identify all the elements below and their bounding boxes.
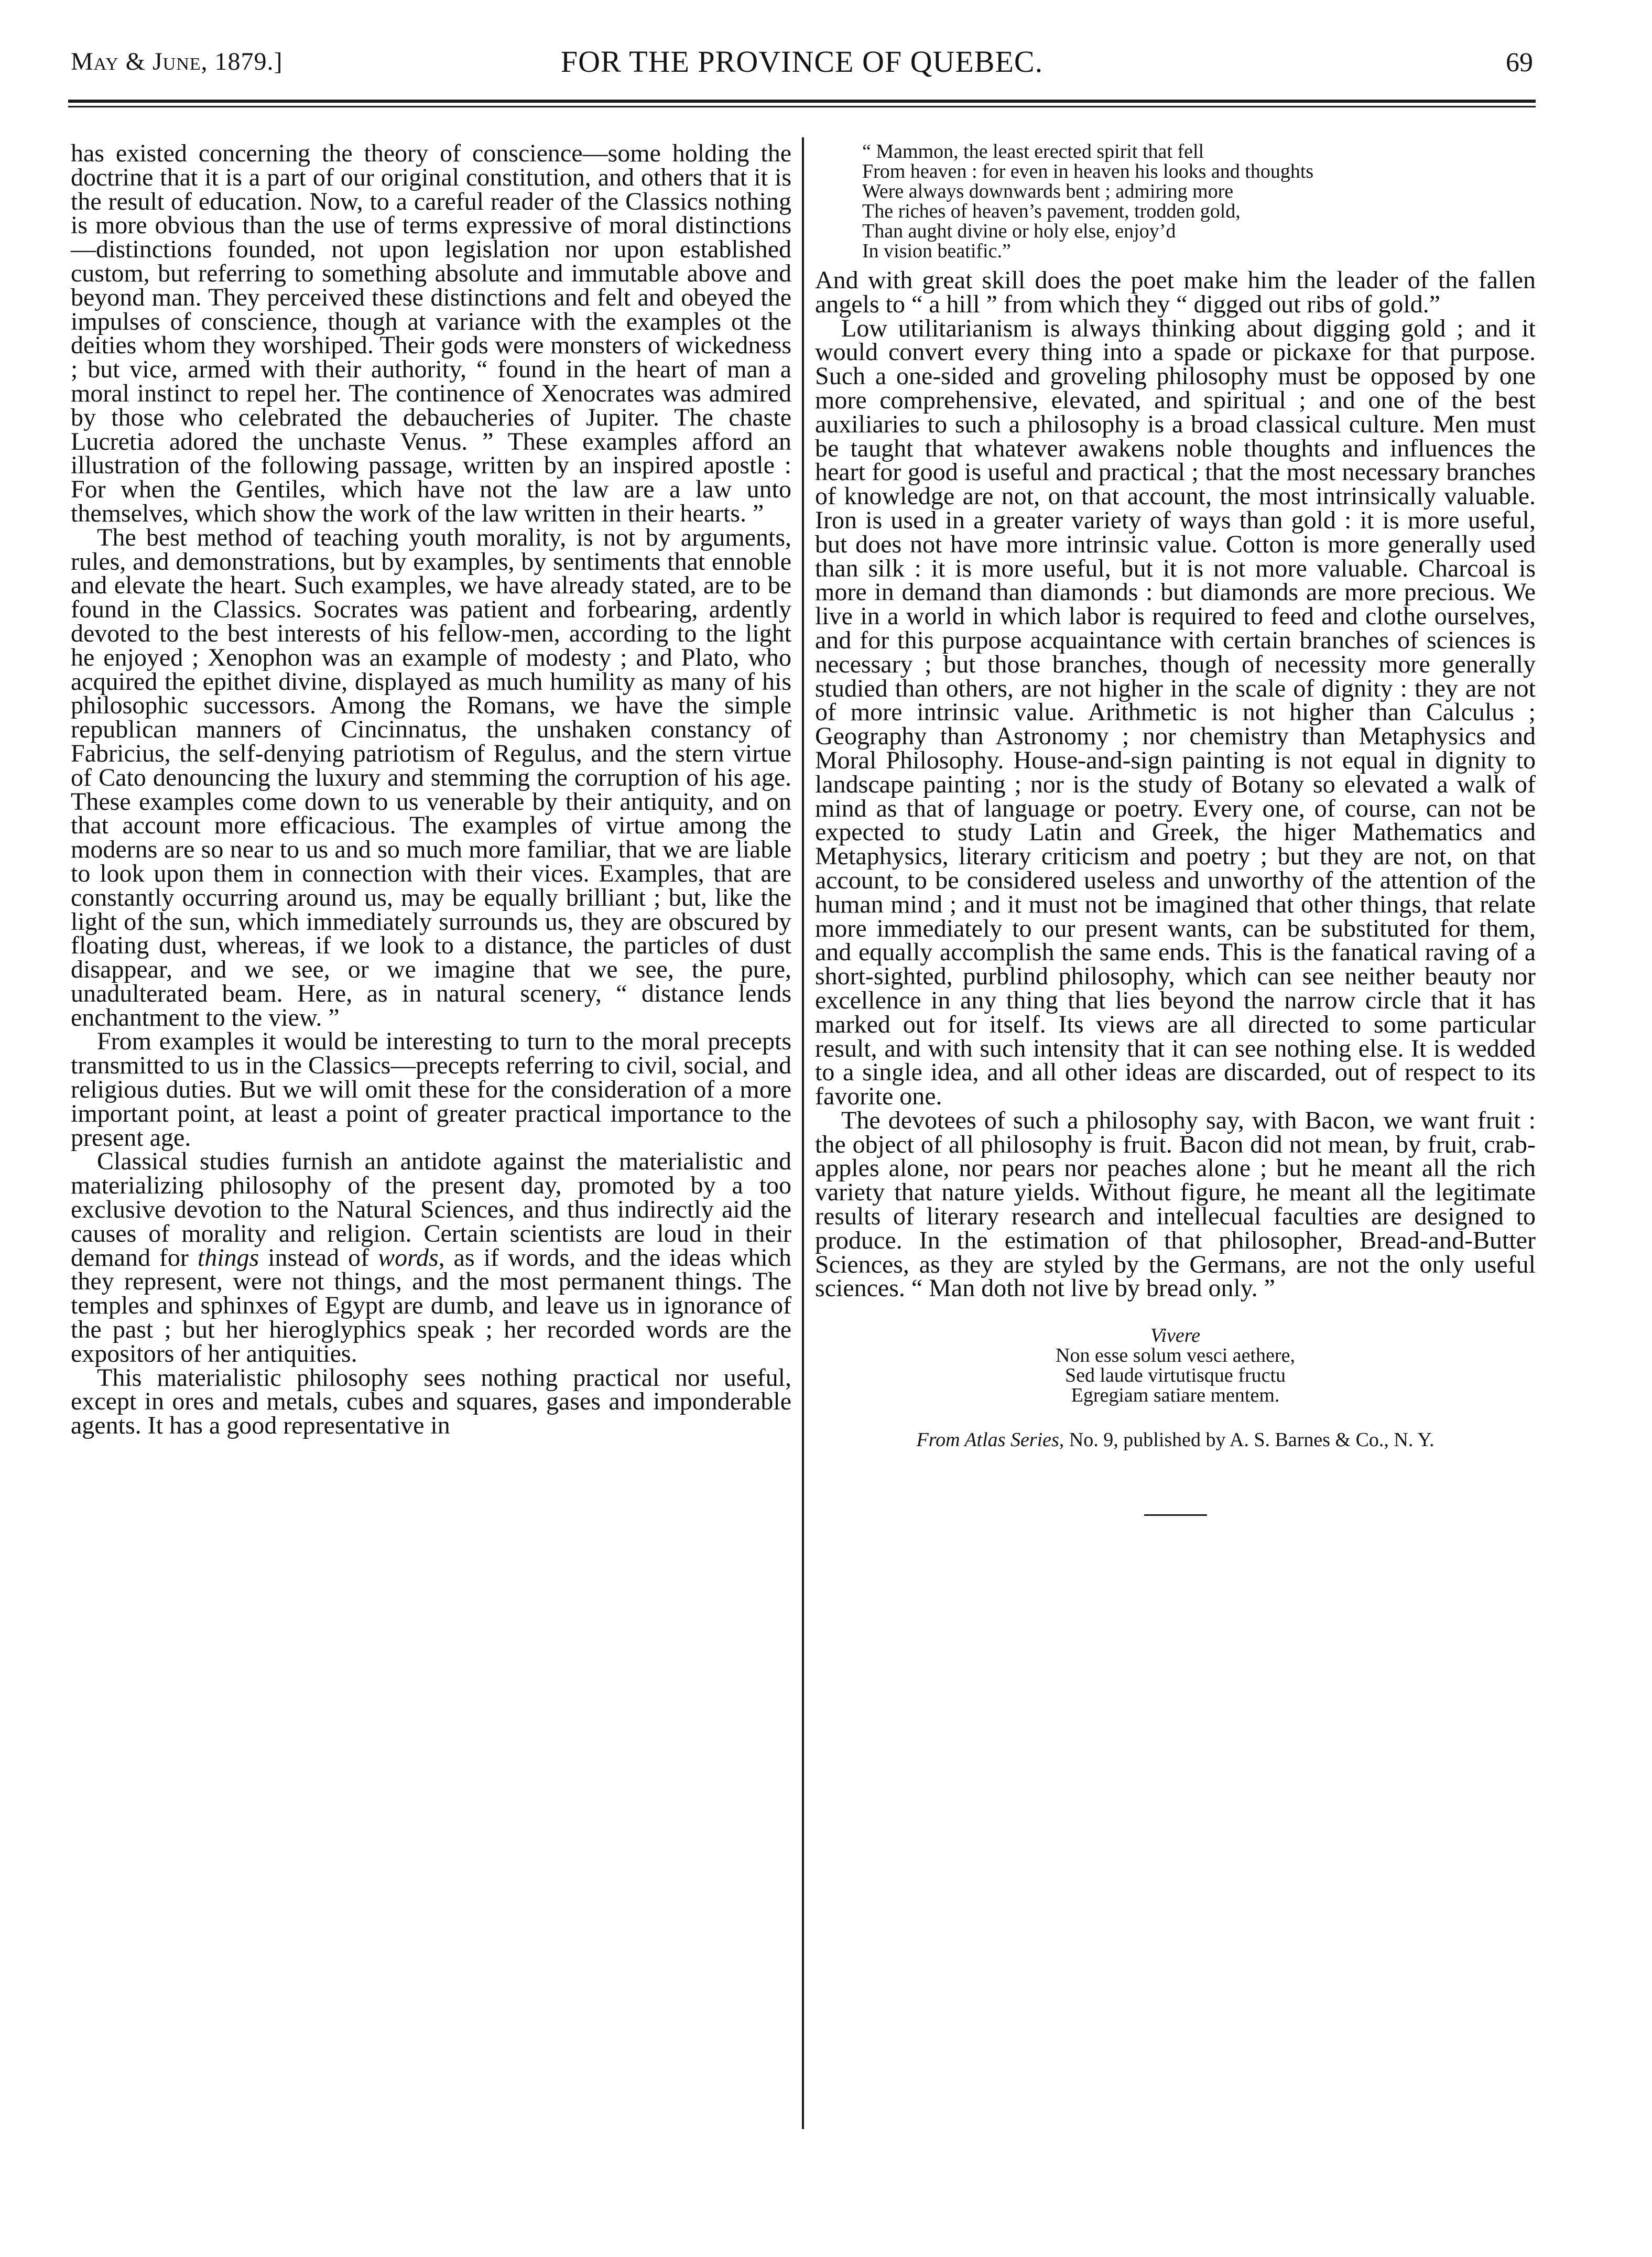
paragraph: And with great skill does the poet make him the leader of the fallen angels to “ a hill ” from which they “ digged out ribs of gold.”	[815, 266, 1536, 318]
page-number: 69	[1506, 48, 1533, 78]
paragraph: From examples it would be interesting to turn to the moral precepts transmitted to us in the Classics—precepts referring to civil, social, and religious duties. But we will omit these for the consideration of a more important point, at least a point of greater practical importance to the present age.	[71, 1027, 791, 1152]
verse-line: The riches of heaven’s pavement, trodden gold,	[862, 200, 1241, 222]
verse-line: Than aught divine or holy else, enjoy’d	[862, 220, 1176, 242]
header-date: May & June, 1879.]	[71, 48, 283, 75]
verse-line: Non esse solum vesci aethere,	[1056, 1344, 1295, 1367]
column-divider	[802, 137, 804, 2129]
paragraph: The devotees of such a philosophy say, with Bacon, we want fruit : the object of all philosophy is fruit. Bacon did not mean, by fruit, crab-apples alone, nor pears nor peaches alone ; but he meant all the rich variety that nature yields. Without figure, he meant all the legitimate results of literary research and intellecual faculties are designed to produce. In the estimation of that philosopher, Bread-and-Butter Sciences, as they are styled by the Germans, are not the only useful sciences. “ Man doth not live by bread only. ”	[815, 1106, 1536, 1303]
emphasis: words	[378, 1243, 439, 1272]
paragraph: has existed concerning the theory of conscience—some holding the doctrine that it is a part of our original constitution, and others that it is the result of education. Now, to a careful reader of the Classics nothing is more obvious than the use of terms expressive of moral distinctions—distinctions founded, not upon legislation nor upon established custom, but referring to something absolute and immutable above and beyond man. They perceived these distinctions and felt and obeyed the impulses of conscience, though at variance with the examples ot the deities whom they worshiped. Their gods were monsters of wickedness ; but vice, armed with their authority, “ found in the heart of man a moral instinct to repel her. The continence of Xenocrates was admired by those who celebrated the debaucheries of Jupiter. The chaste Lucretia adored the unchaste Venus. ” These examples afford an illustration of the following passage, written by an inspired apostle : For when the Gentiles, which have not the law are a law unto themselves, which show the work of the law written in their hearts. ”	[71, 139, 791, 527]
paragraph	[71, 1147, 791, 1368]
text-run: Classical studies furnish an antidote against the materialistic and materializing philosophy of the present day, promoted by a too exclusive devotion to the Natural Sciences, and thus indirectly aid the causes of morality and religion. Certain scientists are loud in their demand for	[71, 1147, 791, 1272]
credit-source: From Atlas Series,	[916, 1429, 1064, 1451]
paragraph: The best method of teaching youth morality, is not by arguments, rules, and demonstrations, but by examples, by sentiments that ennoble and elevate the heart. Such examples, we have already stated, are to be found in the Classics. Socrates was patient and forbearing, ardently devoted to the best interests of his fellow-men, according to the light he enjoyed ; Xenophon was an example of modesty ; and Plato, who acquired the epithet divine, displayed as much humility as many of his philosophic successors. Among the Romans, we have the simple republican manners of Cincinnatus, the unshaken constancy of Fabricius, the self-denying patriotism of Regulus, and the stern virtue of Cato denouncing the luxury and stemming the corruption of his age. These examples come down to us venerable by their antiquity, and on that account more efficacious. The examples of virtue among the moderns are so near to us and so much more familiar, that we are liable to look upon them in connection with their vices. Examples, that are constantly occurring around us, may be equally brilliant ; but, like the light of the sun, which immediately surrounds us, they are obscured by floating dust, whereas, if we look to a distance, the particles of dust disappear, and we see, or we imagine that we see, the pure, unadulterated beam. Here, as in natural scenery, “ distance lends enchantment to the view. ”	[71, 523, 791, 1032]
quotation-verse	[862, 142, 1536, 261]
verse-title: Vivere	[1150, 1325, 1200, 1347]
verse-line: In vision beatific.”	[862, 240, 1011, 262]
text-run: , as if words, and the ideas which they represent, were not things, and the most permanent things. The temples and sphinxes of Egypt are dumb, and leave us in ignorance of the past ; but her hieroglyphics speak ; her recorded words are the expositors of her antiquities.	[71, 1243, 791, 1368]
header-rule-thin	[68, 106, 1536, 107]
running-header	[71, 47, 1533, 84]
left-column	[71, 139, 791, 1440]
header-title: FOR THE PROVINCE OF QUEBEC.	[560, 45, 1044, 79]
paragraph: This materialistic philosophy sees nothing practical nor useful, except in ores and metals, cubes and squares, gases and imponderable agents. It has a good representative in	[71, 1363, 791, 1440]
end-rule	[1144, 1514, 1207, 1516]
text-run: instead of	[259, 1243, 378, 1272]
right-column	[815, 142, 1536, 1516]
emphasis: things	[197, 1243, 259, 1272]
paragraph: Low utilitarianism is always thinking about digging gold ; and it would convert every thing into a spade or pickaxe for that purpose. Such a one-sided and groveling philosophy must be opposed by one more comprehensive, elevated, and spiritual ; and one of the best auxiliaries to such a philosophy is a broad classical culture. Men must be taught that whatever awakens noble thoughts and influences the heart for good is useful and practical ; that the most necessary branches of knowledge are not, on that account, the most intrinsically valuable. Iron is used in a greater variety of ways than gold : it is more useful, but does not have more intrinsic value. Cotton is more generally used than silk : it is more useful, but it is not more valuable. Charcoal is more in demand than diamonds : but diamonds are more precious. We live in a world in which labor is required to feed and clothe ourselves, and for this purpose acquaintance with certain branches of sciences is necessary ; but those branches, though of necessity more generally studied than others, are not higher in the scale of dignity : they are not of more intrinsic value. Arithmetic is not higher than Calculus ; Geography than Astronomy ; nor chemistry than Metaphysics and Moral Philosophy. House-and-sign painting is not equal in dignity to landscape painting ; nor is the study of Botany so elevated a walk of mind as that of language or poetry. Every one, of course, can not be expected to study Latin and Greek, the higer Mathematics and Metaphysics, literary criticism and poetry ; but they are not, on that account, to be considered useless and unworthy of the attention of the human mind ; and it must not be imagined that other things, that relate more immediately to our present wants, can be substituted for them, and equally accomplish the same ends. This is the fanatical raving of a short-sighted, purblind philosophy, which can see neither beauty nor excellence in any thing that lies beyond the narrow circle that it has marked out for itself. Its views are all directed to some particular result, and with such intensity that it can see nothing else. It is wedded to a single idea, and all other ideas are discarded, out of respect to its favorite one.	[815, 314, 1536, 1111]
verse-line: Egregiam satiare mentem.	[1071, 1384, 1280, 1407]
credit-publisher: No. 9, published by A. S. Barnes & Co., N. Y.	[1064, 1429, 1434, 1451]
source-credit	[815, 1428, 1536, 1452]
header-rule-thick	[68, 100, 1536, 103]
verse-line: Were always downwards bent ; admiring more	[862, 180, 1234, 202]
verse-line: “ Mammon, the least erected spirit that fell	[862, 140, 1204, 162]
verse-line: From heaven : for even in heaven his looks and thoughts	[862, 160, 1314, 182]
latin-verse	[815, 1326, 1536, 1405]
verse-line: Sed laude virtutisque fructu	[1064, 1364, 1286, 1387]
